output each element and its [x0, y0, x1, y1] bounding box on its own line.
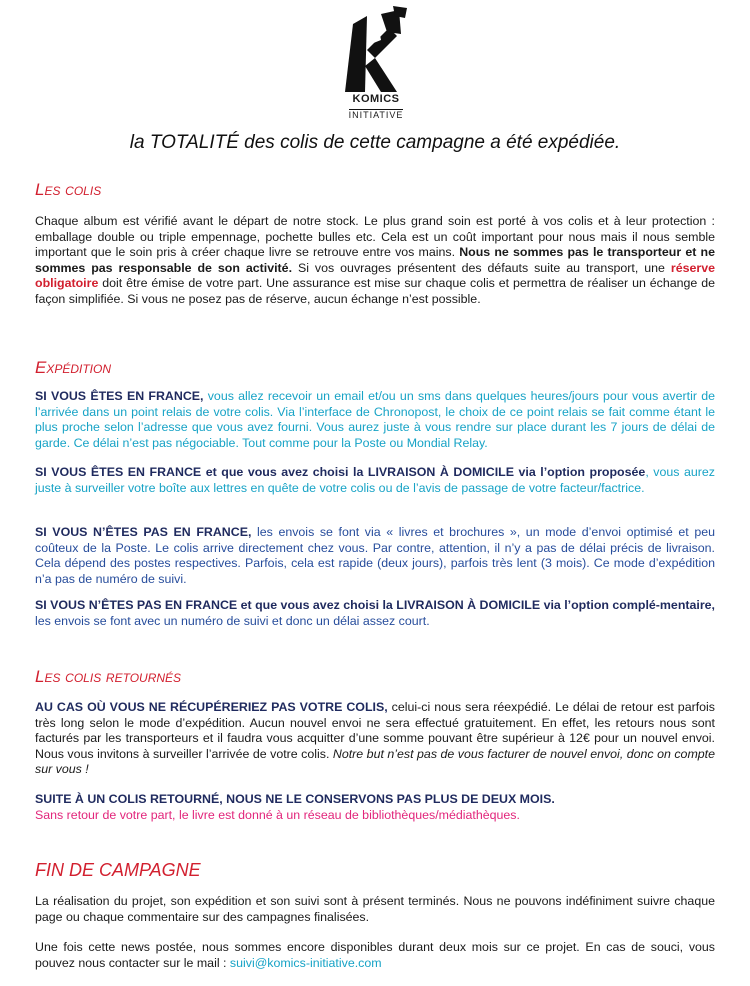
retournes-conservation-lead: SUITE À UN COLIS RETOURNÉ, NOUS NE LE CONSERVONS PAS PLUS DE DEUX MOIS. [35, 792, 555, 806]
fin-text: Une fois cette news postée, nous sommes encore disponibles durant deux mois sur ce projet. En cas de souci, vous pouvez nous contacter sur le mail : [35, 940, 715, 970]
expedition-domicile-paragraph [35, 465, 715, 496]
expedition-international-paragraph [35, 525, 715, 587]
expedition-international-domicile-paragraph [35, 598, 715, 629]
fin-paragraph-1: La réalisation du projet, son expédition et son suivi sont à présent terminés. Nous ne pouvons indéfiniment suivre chaque page ou chaque commentaire sur des campagnes finalisées. [35, 894, 715, 924]
colis-text-a: Chaque album est vérifié avant le départ de notre stock. Le plus grand soin est porté à vos colis et à leur protection : emballage double ou triple empennage, pochette bulles etc. Cela est un coût important pour nous mais il nous semble important que le soin pris à créer chaque livre se retrouve entre vos mains. [35, 214, 715, 259]
retournes-paragraph [35, 700, 715, 778]
fin-paragraph-2 [35, 940, 715, 971]
page-headline: la TOTALITÉ des colis de cette campagne a été expédiée. [129, 132, 621, 153]
logo-brand-text: KOMICS [352, 93, 400, 105]
retournes-italic-note: Notre but n’est pas de vous facturer de nouvel envoi, donc on compte sur vous ! [35, 746, 715, 776]
expedition-international-text: les envois se font via « livres et brochures », un mode d’envoi optimisé et peu coûteux de la Poste. Le colis arrive directement chez vous. Par contre, attention, il n’y a pas de délai précis de livraison. Cela dépend des postes respectives. Parfois, cela est rapide (deux jours), parfois très lent (3 mois). Ce mode d’expédition n’a pas de numéro de suivi. [35, 525, 715, 586]
retournes-text: celui-ci nous sera réexpédié. Le délai de retour est parfois très long selon le mode d’expédition. Aucun nouvel envoi ne sera effectué gratuitement. En effet, les retours nous sont facturés par les transporteurs et il faudra vous acquitter d’une somme pouvant être supérieur à 12€ pour un nouvel envoi. Nous vous invitons à surveiller l’arrivée de votre colis. [35, 700, 715, 761]
section-title-fin: FIN DE CAMPAGNE [35, 860, 201, 880]
section-title-expedition: Expédition [35, 358, 112, 377]
komics-logo [330, 6, 422, 123]
contact-email-link[interactable]: suivi@komics-initiative.com [229, 955, 382, 970]
expedition-domicile-lead: SI VOUS ÊTES EN FRANCE et que vous avez choisi la LIVRAISON À DOMICILE via l’option proposée [35, 465, 646, 479]
section-title-colis: Les colis [35, 180, 102, 199]
expedition-france-text: vous allez recevoir un email et/ou un sms dans quelques heures/jours pour vous avertir de l’arrivée dans un point relais de votre colis. Via l’interface de Chronopost, le choix de ce point relais se fait comme étant le plus proche selon l’adresse que vous avez fourni. Vous aurez juste à vous rendre sur place durant les 7 jours de délai de garde. Ce délai n’est pas négociable. Tout comme pour la Poste ou Mondial Relay. [35, 389, 715, 450]
expedition-intl-domicile-lead: SI VOUS N’ÊTES PAS EN FRANCE et que vous avez choisi la LIVRAISON À DOMICILE via l’option complé-mentaire, [35, 598, 716, 612]
colis-paragraph [35, 214, 715, 307]
colis-reserve-obligatoire: réserve obligatoire [35, 260, 715, 290]
colis-text-b: Si vos ouvrages présentent des défauts suite au transport, une [292, 260, 671, 275]
expedition-france-paragraph [35, 389, 715, 451]
section-title-retournes: Les colis retournés [35, 667, 182, 686]
retournes-conservation-text: Sans retour de votre part, le livre est donné à un réseau de bibliothèques/médiathèques. [35, 807, 520, 822]
logo-sub-text: INITIATIVE [348, 110, 404, 120]
komics-k-logo-icon [341, 6, 411, 92]
expedition-intl-domicile-text: les envois se font avec un numéro de suivi et donc un délai assez court. [35, 613, 430, 628]
expedition-france-lead: SI VOUS ÊTES EN FRANCE, [35, 389, 204, 403]
expedition-international-lead: SI VOUS N’ÊTES PAS EN FRANCE, [35, 525, 252, 539]
retournes-lead: AU CAS OÙ VOUS NE RÉCUPÉRERIEZ PAS VOTRE COLIS, [35, 700, 388, 714]
colis-text-c: doit être émise de votre part. Une assurance est mise sur chaque colis et permettra de réaliser un échange de façon simplifiée. Si vous ne posez pas de réserve, aucun échange n’est possible. [35, 276, 715, 306]
expedition-domicile-text: , vous aurez juste à surveiller votre boîte aux lettres en quête de votre colis ou de l’avis de passage de votre facteur/factrice. [35, 465, 715, 495]
colis-transport-note: Nous ne sommes pas le transporteur et ne sommes pas responsable de son activité. [35, 245, 715, 275]
retournes-conservation-paragraph [35, 792, 715, 823]
